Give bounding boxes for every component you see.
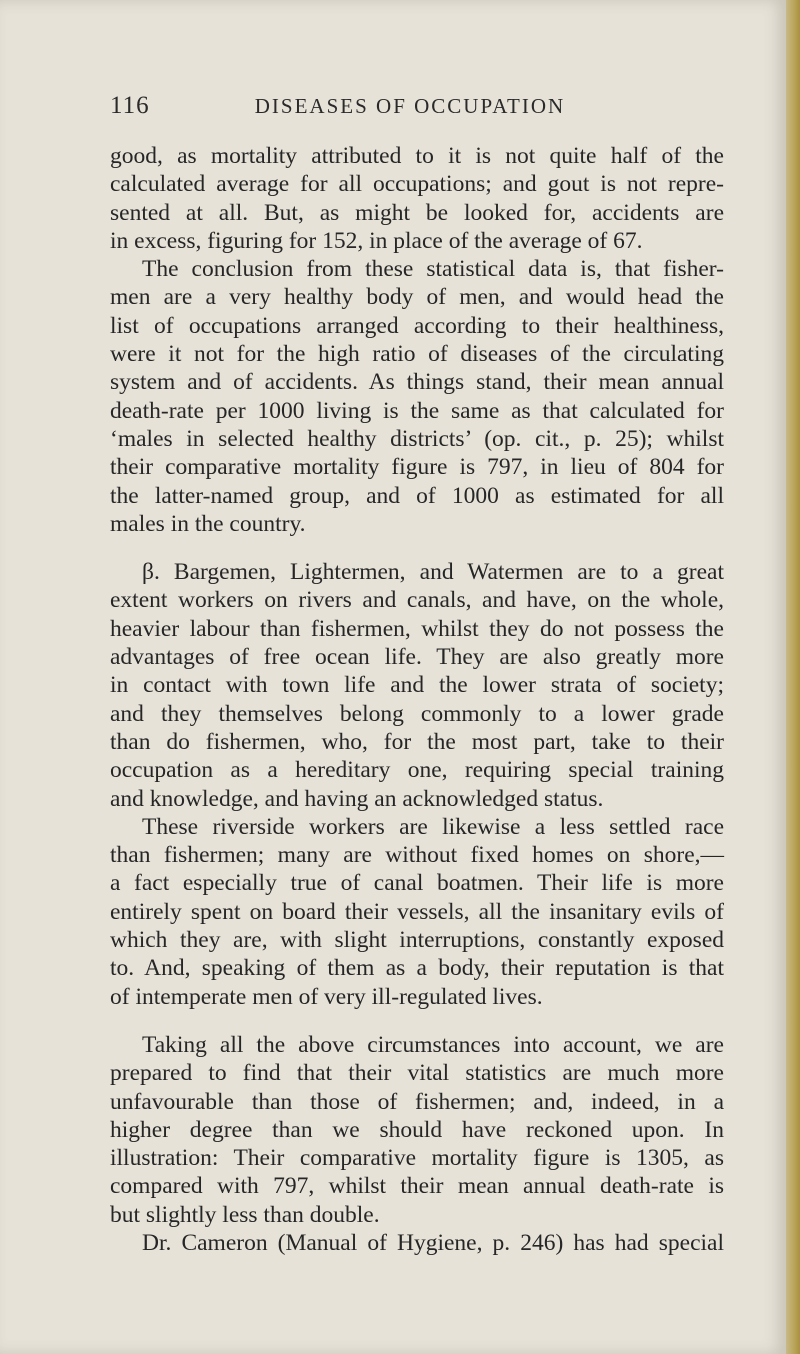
text-line: and they themselves belong commonly to a lower grade xyxy=(110,700,724,727)
text-line: death-rate per 1000 living is the same as that calculated for xyxy=(110,397,724,424)
page-header xyxy=(110,92,710,132)
text-line: than fishermen; many are without fixed homes on shore,— xyxy=(110,842,724,869)
text-line: the latter-named group, and of 1000 as estimated for all xyxy=(110,482,724,509)
page-number: 116 xyxy=(110,92,150,119)
paragraph-gap xyxy=(110,1011,724,1031)
body-text xyxy=(110,142,724,1257)
text-line: and knowledge, and having an acknowledged status. xyxy=(110,785,604,812)
text-line: advantages of free ocean life. They are also greatly more xyxy=(110,644,724,671)
text-line: calculated average for all occupations; and gout is not repre- xyxy=(110,171,724,198)
text-line: which they are, with slight interruptions, constantly exposed xyxy=(110,927,724,954)
text-line: a fact especially true of canal boatmen. Their life is more xyxy=(110,870,724,897)
text-line: males in the country. xyxy=(110,510,306,537)
text-line: of intemperate men of very ill-regulated lives. xyxy=(110,983,543,1010)
text-line: to. And, speaking of them as a body, their reputation is that xyxy=(110,955,724,982)
text-line: prepared to find that their vital statistics are much more xyxy=(110,1060,724,1087)
text-line: heavier labour than fishermen, whilst they do not possess the xyxy=(110,615,724,642)
running-title: DISEASES OF OCCUPATION xyxy=(254,94,566,118)
text-line: Dr. Cameron (Manual of Hygiene, p. 246) has had special xyxy=(142,1229,724,1256)
text-line: entirely spent on board their vessels, all the insanitary evils of xyxy=(110,898,724,925)
text-line: ‘males in selected healthy districts’ (op. cit., p. 25); whilst xyxy=(110,425,724,452)
text-line: men are a very healthy body of men, and would head the xyxy=(110,284,724,311)
text-line: were it not for the high ratio of diseases of the circulating xyxy=(110,341,724,368)
text-line: system and of accidents. As things stand, their mean annual xyxy=(110,369,724,396)
page-edge xyxy=(786,0,800,1354)
text-line: good, as mortality attributed to it is not quite half of the xyxy=(110,143,724,169)
text-line: list of occupations arranged according to their healthiness, xyxy=(110,312,724,339)
text-line: These riverside workers are likewise a less settled race xyxy=(142,813,724,840)
text-line: extent workers on rivers and canals, and have, on the whole, xyxy=(110,587,724,614)
text-line: unfavourable than those of fishermen; and, indeed, in a xyxy=(110,1088,724,1115)
paragraph-gap xyxy=(110,538,724,558)
text-line: in contact with town life and the lower strata of society; xyxy=(110,672,724,699)
text-line: but slightly less than double. xyxy=(110,1201,380,1228)
text-line: compared with 797, whilst their mean annual death-rate is xyxy=(110,1173,724,1200)
text-line: in excess, figuring for 152, in place of the average of 67. xyxy=(110,227,643,254)
text-line: Taking all the above circumstances into account, we are xyxy=(142,1031,724,1058)
text-line: than do fishermen, who, for the most part, take to their xyxy=(110,728,724,755)
text-line: occupation as a hereditary one, requiring special training xyxy=(110,757,724,784)
text-line: illustration: Their comparative mortality figure is 1305, as xyxy=(110,1145,724,1172)
text-line: β. Bargemen, Lightermen, and Watermen are to a great xyxy=(142,559,724,586)
text-line: their comparative mortality figure is 797, in lieu of 804 for xyxy=(110,454,724,481)
text-line: higher degree than we should have reckoned upon. In xyxy=(110,1116,724,1143)
text-line: sented at all. But, as might be looked for, accidents are xyxy=(110,199,724,226)
text-line: The conclusion from these statistical data is, that fisher- xyxy=(142,256,724,283)
